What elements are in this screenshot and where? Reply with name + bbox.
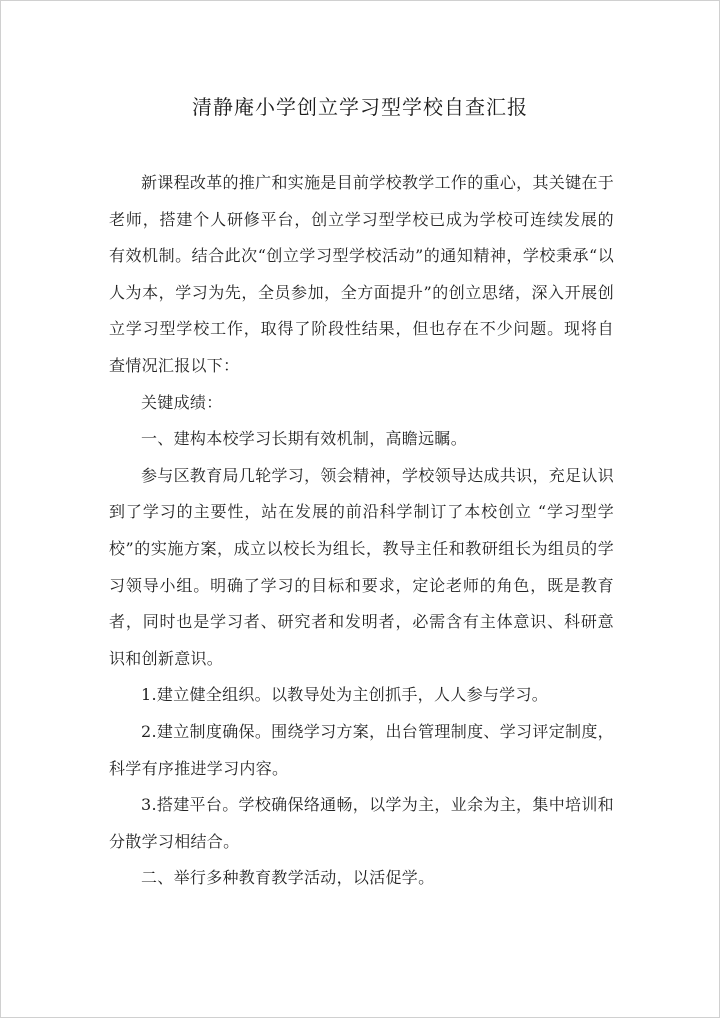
paragraph-section-two-heading: 二、举行多种教育教学活动，以活促学。 xyxy=(141,868,435,888)
paragraph-key-achievements-heading: 关键成绩： xyxy=(141,392,223,412)
document-body xyxy=(109,165,614,897)
paragraph-section-one-body: 参与区教育局几轮学习，领会精神，学校领导达成共识，充足认识到了学习的主要性，站在发展的前沿科学制订了本校创立 “学习型学校”的实施方案，成立以校长为组长，教导主任和教研组长为组员的学习领导小组。明确了学习的目标和要求，定论老师的角色，既是教育者，同时也是学习者、研究者和发明者，必需含有主体意识、科研意识和创新意识。 xyxy=(109,465,614,668)
paragraph-item-3: 3.搭建平台。学校确保络通畅，以学为主，业余为主，集中培训和分散学习相结合。 xyxy=(109,795,614,851)
document-title: 清静庵小学创立学习型学校自查汇报 xyxy=(192,95,528,119)
paragraph-item-2: 2.建立制度确保。围绕学习方案，出台管理制度、学习评定制度，科学有序推进学习内容。 xyxy=(109,721,614,778)
paragraph-item-1: 1.建立健全组织。以教导处为主创抓手，人人参与学习。 xyxy=(141,685,549,705)
paragraph-intro: 新课程改革的推广和实施是目前学校教学工作的重心，其关键在于老师，搭建个人研修平台，创立学习型学校已成为学校可连续发展的有效机制。结合此次“创立学习型学校活动”的通知精神，学校秉承“以人为本，学习为先，全员参加，全方面提升”的创立思绪，深入开展创立学习型学校工作，取得了阶段性结果，但也存在不少问题。现将自查情况汇报以下： xyxy=(109,173,614,375)
paragraph-section-one-heading: 一、建构本校学习长期有效机制，高瞻远瞩。 xyxy=(141,429,468,449)
